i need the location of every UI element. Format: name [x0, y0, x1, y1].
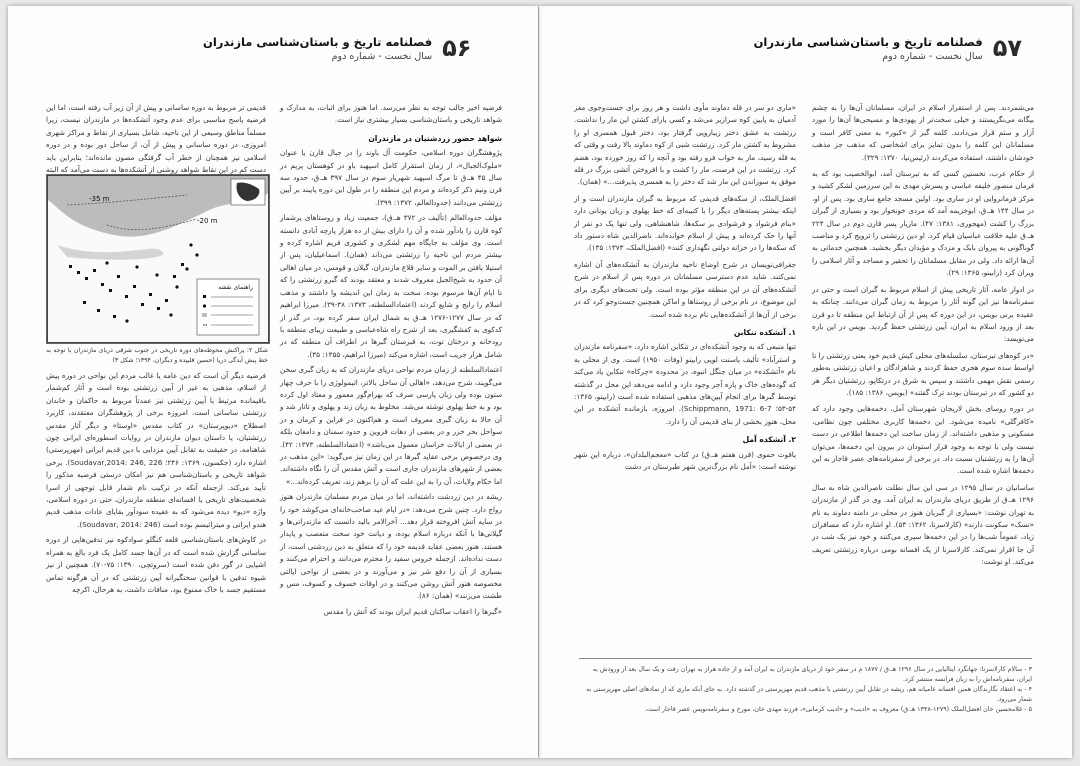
paragraph: قدیمی تر مربوط به دوره ساسانی و پیش از آن زیر آب رفته است، اما این فرضیه پاسخ مناسبی برای عدم وجود آتشکده‌ها در مازندران نیست، زیرا مسلماً مناطق وسیعی از این ناحیه، شامل بسیاری از نقاط و مراکز شهری امروزی، در دوره ساسانی و پیش از آن، از ساحل دور بوده و در دوره اسلامی نیز همچنان از خطر آب گرفتگی مصون مانده‌اند؛ بنابراین باید دست کم در این نقاط شواهد روشنی از آتشکده‌ها به دست می‌آمد که البته [46, 103, 266, 175]
legend-symbol [203, 295, 206, 298]
footnotes [579, 658, 1032, 715]
section-heading: شواهد حضور زردشتیان در مازندران [368, 133, 502, 143]
figure-caption: شکل ۲: پراکنش محوطه‌های دوره تاریخی در جنوب شرقی دریای مازندران با توجه به خط پیش آبدگی دریا (حسین قلیپده و دیگران، ۱۳۹۴؛ شکل ۳) [46, 347, 268, 364]
paragraph: فرضیه اخیر جالب توجه به نظر می‌رسد. اما هنوز برای اثبات، به مدارک و شواهد تاریخی و باستان‌شناسی بسیار بیشتری نیاز است. [280, 103, 502, 125]
header-text [203, 34, 432, 64]
issue-label: سال نخست - شماره دوم [882, 51, 983, 62]
paragraph: اعتمادالسلطنه از زمان مردم نواحی دریای مازندران که به زبان گبری سخن می‌گویند، شرح می‌دهد، «اهالی آن ساحل بالاتر، اتیمولوژی را با حرف چهار ستون بوده ولی زبان پارسی صرف که بهرام‌گور معمور و معتاد اول کرده بود و به خط پهلوی نوشته می‌شد. مخلوط به زبان زند و پهلوی و تاتار شد و آن حالا به زبان گبری معروف است و هم‌اکنون در فراین و کرمان و در سواحل بحر خزر و در بعضی از دهات قزوین و حدود سمنان و دامغان بلکه در بعضی از ایالات خراسان معمول می‌باشد» (اعتمادالسلطنه، ۱۳۷۳: ۴۲). وی درخصوص برخی عقاید گبرها در این زمان نیز می‌گوید: «این مذهب در بعضی از شهرهای مازندران جاری است و آتش مقدس آن را نگاه داشته‌اند. اما حکام ولایات، آن را به این علت که آن را برهم زند، تعریف کرده‌اند...» [280, 365, 502, 486]
paragraph: می‌شمردند. پس از استقرار اسلام در ایران، مسلمانان آن‌ها را به چشم بیگانه می‌نگریستند و خیلی سخت‌تر از یهودی‌ها و مسیحی‌ها آن‌ها را مورد آزار و ستم قرار می‌دادند. کلمه گبر از «کبور» به معنی کافر است و مسلمانان این کلمه را بدون تمایز برای اشخاصی که مذهب جز مذهب خودشان داشتند، استفاده می‌کردند (رئیس‌نیا، ۱۳۷۰: ۳۲۹). [812, 103, 1034, 162]
text-column-right [280, 102, 502, 702]
legend-symbol [202, 313, 207, 317]
paragraph: از حکام عرب، نخستین کسی که به تبرستان آمد، ابوالخصیب بود که به فرمان منصور خلیفه عباسی و پسرش مهدی به این سرزمین لشکر کشید و مرکز فرمانروایی او در ساری بود. اولین مسجد جامع ساری بود. پس از او، در سال ۱۴۴ هـ.ق، ابوخزیمه آمد که مردی خونخوار بود و بسیاری از گبران بزرگ را کشت (مهجوری، ۱۳۸۱: ۴۷). مازیار پسر قارن دوم در سال ۲۲۴ هـ.ق علیه خلافت عباسیان قیام کرد. او دین زرتشتی را ترویج کرد و مناصب گوناگونی به پیروان بابک و مزدک و مؤبدان دیگر بخشید. همچنین خدماتی به آن‌ها ارائه داد. ولی در مقابل مسلمانان را تحقیر و مساجد و آثار اسلامی را ویران کرد (رابینو، ۱۳۶۵: ۲۹). [812, 169, 1034, 278]
text-column-left-bottom [46, 370, 266, 700]
header-text [754, 34, 983, 64]
contour-label: -20 m [197, 217, 218, 225]
quote: «گبرها را اعقاب ساکنان قدیم ایران بودند که آتش را مقدس [323, 606, 502, 616]
paragraph: در کاوش‌های باستان‌شناسی قلعه کنگلو سوادکوه نیز تدفین‌هایی از دوره ساسانی گزارش شده است که در آن‌ها جسد کامل یک فرد بالغ به همراه اشیایی در گور دفن شده است (سروتچی، ۱۳۹۰: ۷۵-۷۰). همچنین از نیز شیوه تدفین با قوانین سختگیرانه آیین زرتشتی که در آن هرگونه تماس مستقیم جسد با خاک ممنوع بود، منافات داشت، به هرحال، اکرچه [46, 535, 266, 594]
figure-map [46, 174, 270, 344]
section-heading: ۱. آتشکده تنکابن [733, 327, 796, 337]
paragraph: جغرافی‌نویسان در شرح اوضاع ناحیه مازندران به آتشکده‌های آن اشاره نمی‌کنند. شاید عدم دسترسی مسلمانان در دوره پس از اسلام در شرح آتشکده‌های آن در این منطقه مؤثر بوده است. ولی تحت‌های دیگری برای این موضوع، در نام برخی از روستاها و اماکن همچنین جست‌وجو کرد که در برخی از آن‌ها از آتشکده‌هایی نام برده شده است. [574, 259, 796, 319]
paragraph: مؤلف حدودالعالم (تألیف در ۳۷۲ هـ.ق)، جمعیت زیاد و روستاهای پرشمار کوه قارن را یادآور شده و آن را دارای بیش از ده هزار پارچه آبادی دانسته است. وی مؤلف به جایگاه مهم لشکری و کشوری فریم اشاره کرده و بیشتر مردم این ناحیه را زرتشتی می‌داند (همان). اسماعیلیان، پس از استیلا یافتن بر الموت و سایر قلاع مازندران، گیلان و قومس، در میان اهالی آن حدود به شیخ‌الجبل معروف شدند و معتقد بودند که گبرو زرتشتی را که تا ایام آن‌ها مرسوم بوده، سخت به زمان این اندیشه وا داشتند و مذهب اسلام را رایج و شایع کردند (اعتمادالسلطنه، ۱۳۷۳: ۳۸-۳۹). میرزا ابراهیم که در سال ۱۲۷۷-۱۲۷۶ هـ.ق به شمال ایران سفر کرده بود، در گذر از کدکوی به کفشگیری، بعد از شرح راه شاه‌عباسی و طبیعت زیبای منطقه با رودخانه و درختان توت، به قبرستان گبرها در اطراف آن منطقه که در شامل هزار جریب است، اشاره می‌کند (میرزا ابراهیم، ۱۳۵۵: ۳۵). [280, 213, 502, 359]
quote: «ماری دو سر در قله دماوند مأوی داشت و هر روز برای جست‌وجوی مغز آدمیان به پایین کوه سرازیر می‌شد و کسی یارای کشتن این مار را نداشت. زرتشت به عشق دختر زیبارویی گرفتار بود، دختر قبول همسری او را مشروط به کشتن مار کرد. زرتشت شبی از کوه دماوند بالا رفت و وقتی که به قله رسید، مار به خواب فرو رفته بود و آنچه را که روز خورده بود، هضم کرد. زرتشت در این فرصت، مار را کشت و با افروختن آتشی بزرگ در قله موفق به سوزاندن این مار شد که دختر را به همسری پذیرفت...» (همان). [574, 103, 796, 187]
text-column-left [574, 102, 796, 647]
page-header [754, 34, 1022, 64]
text-column-right [812, 102, 1034, 647]
map-graphic [47, 175, 269, 343]
paragraph: در دوره روسای بخش لاریجان شهرستان آمل، دخمه‌هایی وجود دارد که «کافرگلی» نامیده می‌شود. این دخمه‌ها کاربری مختلفی چون نظامی، مسکونی و مذهبی داشته‌اند. از زمان ساخت این دخمه‌ها اطلاعی در دست نیست ولی با توجه به وجود قرار استودان در بیرون این دخمه‌ها، می‌توان آن‌ها را به زرتشتیان نسبت داد. در برخی از سفرنامه‌های عصر قاجار به این دخمه‌ها اشاره شده است. [812, 404, 1034, 476]
legend-symbol [203, 304, 206, 307]
journal-title: فصلنامه تاریخ و باستان‌شناسی مازندران [753, 35, 983, 49]
page-number: ۵۷ [992, 34, 1022, 62]
footnote: ۳ - سالام کارلاسرنا: جهانگرد ایتالیایی در سال ۱۲۹۶ هـ.ق / ۱۸۷۷ م در سفر خود از دریای مازندران به ایران آمد و از جاده هراز به تهران رفت و یک سال بعد از ورودش به ایران، سفرنامه‌اش را به زبان فرانسه منتشر کرد. [592, 666, 1032, 683]
paragraph: پژوهشگران دوره اسلامی، حکومت آل باوند را در جبال قارن یا عنوان «ملوک‌الجبال»، از زمان استقرار کامل اسپهبد باو در کوهستان پریم در سال ۴۵ هـ.ق تا مرگ اسپهبد شهریار سوم در سال ۳۹۷ هـ.ق، حدود سه قرن ونیم ذکر کرده‌اند و مردم این منطقه را در طول این دوره پایبند بر آیین زرتشتی می‌دانند (حدودالعالم، ۱۳۷۲: ۳۹۹). [280, 148, 502, 207]
paragraph: تنها منبعی که به وجود آتشکده‌ای در تنکابن اشاره دارد، «سفرنامه مازندران و استرآباد» تألیف یاسنت لویی رابینو (وفات ۱۹۵۰) است. وی از محلی به نام «آتشکده» در میان جنگل انبوه، در محدوده «چرکاه» تنکابن یاد می‌کند که گوده‌های خاک و پاره آجر وجود دارد و ادامه می‌دهد این محل در گذشته توسط گبرها برای انجام آیین‌های مذهبی استفاده شده است (رابینو، ۱۳۶۵: ۵۴-۵۳؛ Schippmann, 1971: 6-7). امروزه، بازمانده آتشکده در این محل، هنوز بخشی از بنای قدیمی آن را دارد. [574, 342, 796, 426]
page-57 [539, 6, 1072, 758]
footnote: ۴ - به اعتقاد نگارندگان همین افسانه عامیانه هم، ریشه در تقابل آیین زرتشتی با مذهب قدیم مهرپرستی در گذشته دارد. به جای آنکه ماری که از نمادهای اصلی مهرپرستی به شمار می‌رود. [586, 686, 1032, 703]
footnote: ۵ - غلامحسین خان افضل‌الملک (۱۲۷۹-۱۳۴۸ هـ.ق) معروف به «ادیب» و «ادیب کرمانی»، فرزند مهدی خان، مورخ و سفرنامه‌نویس عصر قاجار است. [644, 706, 1032, 713]
paragraph: یاقوت حموی (قرن هفتم هـ.ق) در کتاب «معجم‌البلدان»، درباره این شهر نوشته است: «آمل نام بزرگ‌ترین شهر طبرستان در دشت [574, 449, 796, 471]
contour-label: -35 m [89, 195, 110, 203]
section-heading: ۲. آتشکده آمل [742, 435, 796, 445]
inset-map [231, 179, 265, 205]
page-header [203, 34, 471, 64]
text-column-left-top [46, 102, 266, 182]
paragraph: ساسانیان در سال ۱۲۹۵ در سی این سال نطلت ناصرالدین شاه به سال ۱۲۹۶ هـ.ق از طریق دریای مازندران به ایران آمد. وی در گذر از مازندران به تهران نوشت: «بسیاری از گبریان هنوز در محلی در دامنه دماوند به نام «نسک» سکونت دارند» (کارلاسرنا، ۱۳۶۲: ۵۴). او اشاره دارد که مسافران زیاد، عموماً شب‌ها را در این دخمه‌ها سپری می‌کنند و خود نیز یک شب در آن جا اقرار نمی‌کند. کارلاسرنا از یک افسانه بومی درباره زرتشتی تعریف می‌کند. او نوشت: [812, 482, 1034, 567]
page-56 [8, 6, 538, 758]
paragraph: فرضیه دیگر آن است که دین عامه یا غالب مردم این نواحی در دوره پیش از اسلام، مذهبی به غیر از آیین زرتشتی بوده است و آثار کم‌شمار باقیمانده مرتبط با آیین زرتشتی نیز عمدتاً مربوط به حاکمان و خاندان زرتشتی ساسانی است. امروزه برخی از پژوهشگران معتقدند، کاربرد اصطلاح «دیوپرستان» در کتاب مقدس «اوستا» و دیگر آثار مقدس زرتشتیان، یا داستان دیوان مازندران در روایات اسطوره‌ای ایرانی چون شاهنامه، در حقیقت به تقابل آیین مزدایی با دین قدیم ایرانی (مهرپرستی) اشاره دارد (جکسون، ۱۳۶۹: ۲۴۶؛ Soudavar,2014: 246, 226). برخی شواهد تاریخی و باستان‌شناسی هم نیز امکان درستی فرضیه مذکور را تأیید می‌کند. ازجمله آنکه در ترکیب نام شمار قابل توجهی از اسرا شخصیت‌های تاریخی یا افسانه‌ای منطقه مازندران، حتی در دوره اسلامی، واژه «دیو» دیده می‌شود که به عقیده سودآور بقایای عادات مذهب قدیم هندو ایرانی و میترائیسم بوده است (Soudavar, 2014: 246). [46, 371, 266, 529]
paragraph: افضل‌الملک، از سکه‌های قدیمی که مربوط به گبران مازندران است و از اینکه بیشتر پسته‌های دیگر را با کتیبه‌ای که خط پهلوی و زبان یونانی دارد «بنام فرشواد و فرشوادی بر سکه‌ها، شاهنشاهی، ولی تنها یک دو نفر از آنها را حک کرده‌اند و پیش از اسلام خوانده‌اند. ناصرالدین شاه دستور داد که سکه‌ها را در خزانه دولتی نگهداری کنند» (افضل‌الملک، ۱۳۷۳: ۱۳۵). [574, 193, 796, 253]
paragraph: در ادوار عامه، آثار تاریخی پیش از اسلام مربوط به گبران است و حتی در سفرنامه‌ها نیز این گونه آثار را مربوط به زمان گبران می‌دانند. چنانکه به عقیده برنی بویس، در این دوره که پس از آن ارتباط این منطقه تا دو قرن بعد از ورود اسلام به ایران، آیین زرتشتی حفظ گردید. بویس در این باره می‌نویسد: [812, 284, 1034, 344]
page-number: ۵۶ [442, 34, 472, 62]
journal-title: فصلنامه تاریخ و باستان‌شناسی مازندران [203, 35, 433, 49]
quote: «در کوه‌های تبرستان، سلسله‌های محلی کیش قدیم خود یعنی زرتشتی را تا اواسط سده سوم هجری حفظ کردند و شاهزادگان و اعیان زرتشتی به‌طور رسمی نقش مهمی داشتند و سپس به شرق در درتکاپو، زرتشتیان دیگر هر دو کشور که در تبرستان بودند ترک گفتند» (بویس، ۱۳۸۶: ۱۸۵). [812, 350, 1034, 397]
issue-label: سال نخست - شماره دوم [331, 51, 433, 62]
legend-title: راهنمای نقشه [218, 284, 253, 291]
paragraph: ریشه در دین زردشت داشته‌اند، اما در میان مردم مسلمان مازندران هنوز رواج دارد. چنین شرح می‌دهد: «در ایام عید صاحب‌خانه‌ای می‌کوشد خود را در سایه آتش افروخته قرار دهد... آخرالامر بالید دانست که مازندرانی‌ها و گیلانی‌ها با آنکه درباره اسلام بوده، و دیانت خود سخت متعصب و پایدار هستند. هنوز بعضی عقاید قدیمه خود را که متعلق به دین زردشتی است، از دست نداده‌اند. ازجمله خروس سفید را محترم می‌دانند و احترام می‌کنند و بسیاری از آن را دفع شر نیز و می‌آورند و در بعضی از نواحی ایالتی مخصوصه هنوز آتش روشن می‌کنند و در اوقات خسوف و کسوف، مس و طشت می‌زنند» (همان: ۸۶). [280, 492, 502, 601]
